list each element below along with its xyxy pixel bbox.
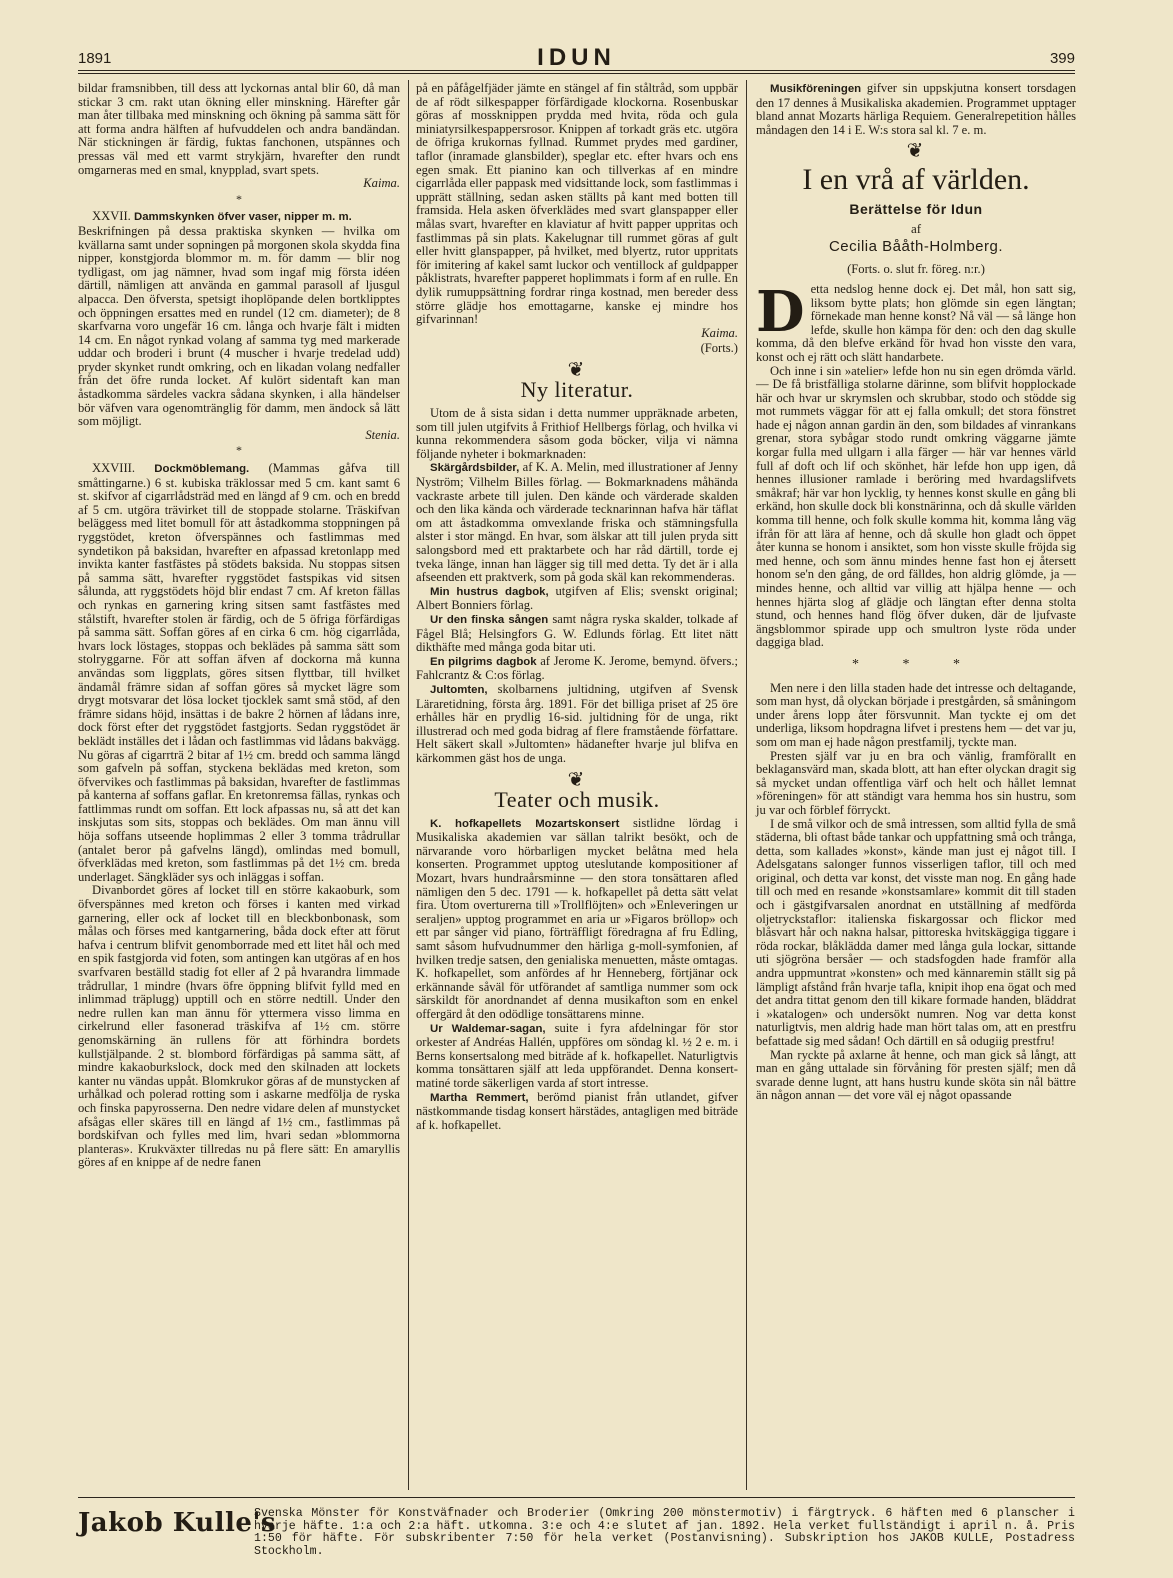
signature: Kaima. — [363, 176, 400, 191]
article-section — [78, 462, 400, 884]
section-title: Dockmöblemang. — [154, 463, 250, 476]
story-text: Och inne i sin »atelier» lefde hon nu sin egen drömda värld. — De få bristfälliga stolarne därinne, som blifvit hopplockade här och hvar ur skrymslen och skrubbar, stodo och stödde sig mot rummets väggar för att ej falla omkull; det stora fönstret hade ej någon annan gardin än den, som bildades af vinrankans grenar, stora sybågar stodo rundt omkring väggarne jämte korgar fulla med ullgarn i alla färger — här var hennes värld full af doft och lif och skönhet, här lefde hon upp igen, då hennes illusioner ramlade i beröring med hvardagslifvets småkraf; här var hon lycklig, ty hennes konst skulle en gång bli erkänd, hon skulle dock bli konstnärinna, och då skulle världen komma till henne, och folk skulle komma hit, komma lång väg ifrån för att lära af henne, och då skulle hon gladt och öppet åter kunna se honom i ansiktet, som hon visste skulle fröjda sig med henne, och som ännu mindes henne fast hon ej återsett honom se'n den gång, de ord fälldes, hon aldrig glömde, ja — mindes henne, och alltid var villig att hjälpa henne — och hennes hjärta slog af glädje och längtan efter denna stolta stund, och hennes hand flög öfver duken, där de ljufvaste ängsblommor spirade upp och smultron lyste röda under daggiga blad. — [756, 363, 1076, 650]
section-title: Dammskynken öfver vaser, nipper m. m. — [133, 211, 352, 224]
article-text: Utom de å sista sidan i detta nummer uppräknade arbeten, som till julen utgifvits å Frithiof Hellbergs förlag, och hvilka vi kunna rekommendera såsom goda böcker, vilja vi nämna följande nyheter i bokmarknaden: — [416, 406, 738, 461]
separator-stars: * * * — [852, 656, 980, 672]
signature: Stenia. — [365, 427, 400, 442]
separator-star: * — [236, 443, 242, 458]
continued-note: (Forts.) — [700, 341, 738, 356]
footer-rule — [78, 1497, 1075, 1498]
music-title: Musikföreningen — [770, 83, 862, 95]
story-text: Presten själf var ju en bra och vänlig, framförallt en beklagansvärd man, skada blott, att han efter olyckan dragit sig så mycket undan offentliga värf och helt och hållet lemnat »föreningen» för att ständigt vara hemma hos sin hustru, som ju var och förblef förryckt. — [756, 748, 1076, 817]
ornament-icon: ❦ — [906, 140, 926, 163]
continuation-note: (Forts. o. slut fr. föreg. n:r.) — [847, 262, 985, 277]
article-text: på en påfågelfjäder jämte en stängel af fin ståltråd, som uppbär de af rödt silkespapper förfärdigade klockorna. Rosenbuskar göras af mossknippen prydda med hvita, röda och gula miniatyrsilkespappersrosor. Knippen af torkadt gräs etc. utgöra de öfriga krukornas fyllnad. Rummet prydes med gardiner, taflor (inramade glansbilder), speglar etc. efter hvars och ens egen smak. Ett pianino kan och tillverkas af en mindre cigarrlåda eller pappask med vidsittande lock, som fastlimmas i upprätt ställning, sedan asken ställts på kant med botten till framsida. Hela asken öfverklädes med svart glanspapper eller målas svart, hvarefter en klaviatur af hvitt papper uppritas och fastlimmas på sin plats. Kakelugnar till rummet göras af gult eller hvitt glanspapper, på hvilket, med blyertz, rutor uppritats för imitering af kakel samt luckor och ventillock af guldpapper påklistrats, hvarefter papperet hoplimmats i form af en rulle. En dylik rumuppsättning fordrar ringa kostnad, men bereder dess större glädje hos emottagarne, kanske ej mindre hos gifvarinnan! — [416, 81, 738, 327]
section-number: XXVIII. — [92, 461, 136, 476]
advertisement-text: Svenska Mönster för Konstväfnader och Broderier (Omkring 200 mönstermotiv) i färgtryck. 6 häften med 6 planscher i hvarje häfte. 1:a och 2:a häft. utkomna. 3:e och 4:e slutet af jan. 1892. Hela verket fullständigt i april n. å. Pris 1:50 för häfte. För subskribenter 7:50 för hela verket (Postanvisning). Subskription hos JAKOB KULLE, Postadress Stockholm. — [254, 1507, 1075, 1558]
review-item: Min hustrus dagbok, utgifven af Elis; svenskt original; Albert Bonniers förlag. — [416, 583, 738, 613]
article-text: bildar framsnibben, till dess att lyckornas antal blir 60, då man stickar 3 cm. rakt utan ökning eller minskning. Härefter går man åter tillbaka med minskning och ökning på samma sätt för att forma andra hälften af hufvuddelen och andra bandändan. När stickningen är färdig, fuktas fanchonen, utspännes och pressas väl med ett varmt strykjärn, hvarefter den rundt omgarneras med en smal, knypplad, svart spets. — [78, 81, 400, 177]
review-title: Ur den finska sången — [430, 613, 549, 626]
article-text: (Mammas gåfva till småttingarne.) 6 st. kubiska träklossar med 5 cm. kant samt 6 st. skifvor af cigarrlådsträd med en längd af 9 cm. och en bredd af 5 cm. utgöra trävirket till de stoppade stolarne. Träskifvan beläggess med litet bomull för att åstadkomma stoppningen på ryggstödet, kreton öfverspännes och fastlimmas med syndetikon på baksidan, hvarefter en afpassad kretonlapp med invikta kanter fastfästes på stödets baksida. Nu stoppas sitsen på samma sätt, hvarefter ryggstödet fastspikas vid sitsen sålunda, att ryggstödets höjd blir endast 7 cm. Af kreton fällas och rynkas en garnering kring sitsen samt fastfästes med stålstift, hvarefter stolen är färdig, och de 5 öfriga förfärdigas på samma sätt. Soffan göres af en cirka 6 cm. hög cigarrlåda, hvars lock löstages, stoppas och beklädes på samma sätt som stolryggarne. För att soffan äfven af dockorna må kunna användas som liggplats, göres sitsen flyttbar, till hvilket ändamål främre sidan af soffan göres så mycket lägre som drygt motsvarar det lösa locket tjocklek samt små stöd, af den främre sidans höjd, insättas i de bakre 2 hörnen af lådans inre, dock först efter det ryggstödet fastgjorts. Sedan ryggstödet är beklädt inställes det i lådan och fastlimmas vid lådans bakvägg. Nu göras af cigarrträ 2 bitar af 1½ cm. bredd och samma längd som gafveln på soffan, styckena beklädas med kreton, som öfvervikes och fastlimmas på baksidan, hvarefter de fastlimmas på kanterna af soffans gaflar. En kretonremsa fällas, rynkas och fattlimmas rundt om soffan. Ett lock afpassas nu, så att det kan inskjutas som sits, stoppas och beklädes. Om man ännu vill höja soffans utseende hoplimmas 2 eller 3 tomma trådrullar (antalet beror på gafvelns längd), omlindas med bomull, öfverklädas med kreton, som fastlimmas på det 1½ cm. breda underlaget. Sängkläder sys och inläggas i soffan. — [78, 461, 400, 884]
story-text: Detta nedslog henne dock ej. Det mål, hon satt sig, liksom bytte plats; hon glömde sin egen längtan; förnekade man henne konst? Nå väl — så länge hon lefde, skulle hon kämpa för den: och den dag skulle komma, då den blefve erkänd för hvad hon visste den vara, konst och ej rätt och slätt handarbete. — [756, 278, 1076, 364]
ornament-icon: ❦ — [567, 358, 587, 381]
ornament-icon: ❦ — [567, 768, 587, 791]
page-number: 399 — [1049, 50, 1075, 67]
article-section — [78, 210, 400, 225]
column-2 — [416, 82, 738, 1132]
review-title: Min hustrus dagbok, — [430, 585, 549, 598]
header-rule-thin — [78, 73, 1075, 74]
review-item: Jultomten, skolbarnens jultidning, utgifven af Svensk Läraretidning, första årg. 1891. För det billiga priset af 25 öre erhålles här en prydlig 16-sid. jultidning för de unga, rikt illustrerad och med goda bidrag af flere framstående författare. Helt säkert skall »Jultomten» hädanefter hvarje jul blifva en kärkommen gäst hos de unga. — [416, 681, 738, 765]
music-item: Martha Remmert, berömd pianist från utlandet, gifver nästkommande tisdag konsert härstädes, antagligen med biträde af k. hofkapellet. — [416, 1089, 738, 1132]
column-3 — [756, 82, 1076, 1103]
story-by: af — [910, 221, 922, 237]
article-text: Beskrifningen på dessa praktiska skynken — hvilka om kvällarna samt under sopningen på morgonen skola skydda fina nipper, konstgjorda blommor m. m. för damm — blir nog tydligast, om jag nämner, hvad som ingaf mig första idéen därtill, nämligen att använda en gammal parasoll af ljusgul alpacca. Den öfversta, spetsigt ihoplöpande delen bortklipptes och öppningen ersattes med en rundel (12 cm. diameter); de 8 skarfvarna voro ungefär 16 cm. långa och hvarje fält i midten 14 cm. En något rynkad volang af samma tyg med markerade uddar och broderi i brunt (4 muscher i hvarje tredelad udd) pryder skynket rundt omkring, och en likadan volang nedfaller från det öfre runda locket. Af kulört sidentaft kan man åstadkomma särdeles vackra sådana skynken, i alla händelser bör väfven vara ogenomtränglig för damm, men ändock så lätt som möjligt. — [78, 223, 400, 429]
music-item: Ur Waldemar-sagan, suite i fyra afdelningar för stor orkester af Andréas Hallén, uppföres om söndag kl. ½ 2 e. m. i Berns konsertsalong med biträde af k. hofkapellet. Naturligtvis komma tonsättaren själf att leda uppförandet. Denna konsert-matiné torde säkerligen varda af stort intresse. — [416, 1020, 738, 1090]
column-1 — [78, 82, 400, 1170]
advertisement — [78, 1506, 1075, 1558]
music-item: Musikföreningen gifver sin uppskjutna konsert torsdagen den 17 dennes å Musikaliska akademien. Programmet upptager bland annat Mozarts härliga Requiem. Generalrepetition hålles måndagen den 14 i E. W:s stora sal kl. 7 e. m. — [756, 81, 1076, 137]
story-text: Man ryckte på axlarne åt henne, och man gick så långt, att man en gång uttalade sin förvåning för presten själf; men då svarade denne lugnt, att hans hustru kunde sköta sin nål bättre än någon annan — det vore väl ej något opassande — [756, 1047, 1076, 1103]
signature: Kaima. — [701, 325, 738, 340]
section-number: XXVII. — [92, 209, 131, 224]
review-title: Skärgårdsbilder, — [430, 462, 520, 475]
review-item: Skärgårdsbilder, af K. A. Melin, med illustrationer af Jenny Nyström; Vilhelm Billes förlag. — Bokmarknadens måhända vackraste arbete till julen. Den kände och värderade skalden och den lika kända och värderade tecknarinnan hafva här täflat om att åstadkomma omvexlande friska och stämningsfulla alster i stor mängd. En hvar, som älskar att till julen pryda sitt salongsbord med ett praktarbete och har råd därtill, torde ej tveka länge, innan han lägger sig till med detta. Ty det är i alla afseenden ett praktverk, som på goda skäl kan rekommenderas. — [416, 460, 738, 585]
review-title: Jultomten, — [430, 683, 488, 696]
drop-cap: D — [756, 278, 805, 345]
year: 1891 — [78, 50, 112, 67]
music-title: Ur Waldemar-sagan, — [430, 1022, 546, 1035]
page-header — [78, 44, 1075, 70]
header-rule — [78, 70, 1075, 71]
section-heading: Teater och musik. — [494, 787, 660, 813]
story-text: I de små vilkor och de små intressen, som alltid fylla de små städerna, bli oftast både tankar och uppfattning små och trånga, detta, som kallades »konst», kände man just ej något till. I Adelsgatans salonger funnos visserligen taflor, till och med original, och detta var konst, det visste man nog. En gång hade till och med en resande »konstsamlare» kommit dit till staden och i gästgifvarsalen anordnat en utställning af medförda oljetryckstaflor: italienska fiskargossar och flickor med blåsvart hår och nakna halsar, pittoreska hvitskäggiga tiggare i röda rockar, blåklädda damer med långa gula lockar, sittande uti sjögröna bersåer — och stadsfogden hade framför alla andra uppmuntrat »konsten» och med kännaremin ställt sig på lämpligt afstånd från hvarje tafla, knipit ihop ena ögat och med det andra tittat genom den till kikare formade handen, bläddrat i »katalogen» och undersökt numren. Nog var detta konst naturligtvis, men aldrig hade man hört talas om, att en prestfru befattade sig med sådan! Och därtill en så odugiig prestfru! — [756, 816, 1076, 1048]
column-divider-1 — [408, 80, 409, 1490]
separator-star: * — [236, 191, 242, 206]
section-heading: Ny literatur. — [520, 377, 634, 403]
music-item: K. hofkapellets Mozartskonsert sistlidne lördag i Musikaliska akademien var sällan talrikt besökt, och de närvarande voro hörbarligen mycket belåtna med hela konserten. Programmet upptog uteslutande kompositioner af Mozart, hvars hundraårsminne — den stora tonsättaren afled nämligen den 5 dec. 1791 — k. hofkapellet på detta sätt velat fira. Utom overturerna till »Trollflöjten» och »Enleveringen ur seraljen» upptog programmet en aria ur »Figaros bröllop» och ett par sånger vid piano, förträffligt föredragna af fru Edling, samt såsom hufvudnummer den härliga g-moll-symfonien, af hvilken tredje satsen, den genialiska menuetten, måste omtagas. K. hofkapellet, som anfördes af hr Henneberg, förtjänar ock erkännande såväl för utförandet af samtliga nummer som ock särskildt för anordnandet af denna musikafton som en enkel offergärd åt den odödlige tonsättarens minne. — [416, 815, 738, 1021]
advertiser-brand: Jakob Kulle's — [78, 1508, 277, 1538]
story-text: Men nere i den lilla staden hade det intresse och deltagande, som man hyst, då olyckan började i prestgården, så småningom under årens lopp åter försvunnit. Man tyckte ej om det underliga, liksom hopdragna lifvet i prestens hem — det var ju, som om man ej hade någon prestfamilj, tyckte man. — [756, 680, 1076, 749]
masthead-title: IDUN — [537, 44, 616, 71]
article-text: Divanbordet göres af locket till en större kakaoburk, som öfverspännes med kreton och förses i kanten med virkad garnering, eller ock af locket till en bleckbonbonask, som målas och förses med kantgarnering, båda dock efter att förut hafva i centrum blifvit genomborrade med ett litet hål och med en spik fastgjorda vid foten, som antingen kan utgöras af en hos svarfvaren beställd stadig fot eller af 2 på hvarandra limmade trådrullar, 1 mindre (hvars öfre öppning blifvit fylld med en inlimmad träplugg) upptill och en större nedtill. Under den nedre rullen kan man ännu för yttermera visso limma en cirkelrund eller fasonerad träskifva af 1½ cm. större genomskärning än rullens för att förhindra bordets kullstjälpande. 2 st. blombord förfärdigas på samma sätt, af mindre kakaoburkslock, dock med den skilnaden att lockets kanter nu vändas uppåt. Blomkrukor göras af de munstycken af urhålkad och polerad rotting som i askarne medfölja de ryska och finska papyrosserna. Den nedre vidare delen af munstycket afsågas eller skäres till en längd af 1½ cm., fastlimmas på bordskifvan och fylles med lim, hvari sedan »blommorna planteras». Krukväxter tillredas nu på flere sätt: En amaryllis göres af en knippe af de nedre fanen — [78, 883, 400, 1170]
story-author: Cecilia Bååth-Holmberg. — [828, 237, 1004, 255]
music-title: K. hofkapellets Mozartskonsert — [430, 817, 620, 830]
story-subtitle: Berättelse för Idun — [849, 200, 983, 217]
review-title: En pilgrims dagbok — [430, 655, 537, 668]
story-title: I en vrå af världen. — [802, 162, 1030, 196]
review-item: Ur den finska sången samt några ryska skalder, tolkade af Fågel Blå; Helsingfors G. W. Edlunds förlag. Ett litet nätt dikthäfte med många goda bitar uti. — [416, 611, 738, 655]
column-divider-2 — [746, 80, 747, 1490]
music-title: Martha Remmert, — [430, 1091, 529, 1104]
review-item: En pilgrims dagbok af Jerome K. Jerome, bemynd. öfvers.; Fahlcrantz & C:os förlag. — [416, 653, 738, 683]
